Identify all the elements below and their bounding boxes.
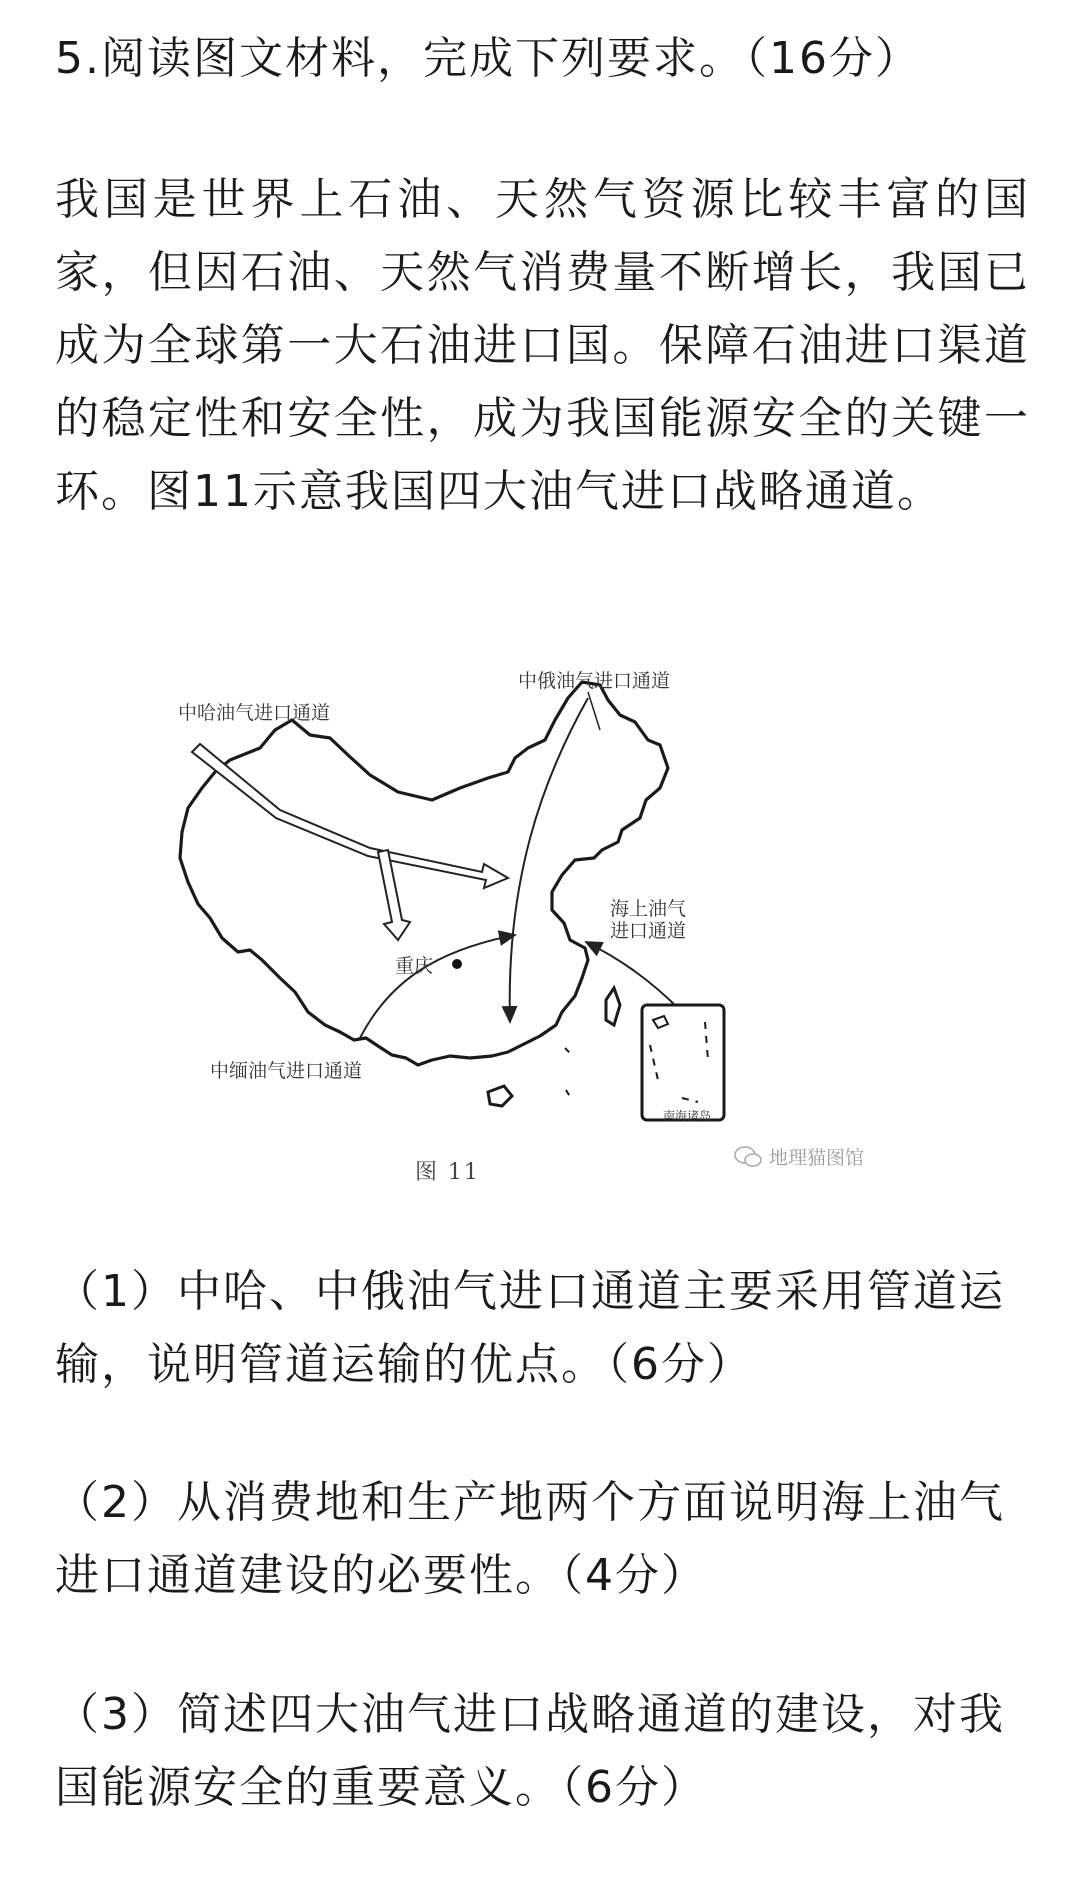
south-china-sea-inset-label: 南海诸岛 [663,1109,712,1123]
wechat-icon [733,1145,763,1169]
watermark [733,1143,864,1170]
watermark-text: 地理猫图馆 [769,1148,865,1169]
sub-question-2: （2）从消费地和生产地两个方面说明海上油气进口通道建设的必要性。（4分） [55,1477,1005,1601]
sea-route-line [586,942,680,1010]
myanmar-route-label: 中缅油气进口通道 [210,1060,363,1082]
sub-question-1: （1）中哈、中俄油气进口通道主要采用管道运输，说明管道运输的优点。（6分） [55,1266,1005,1390]
kazakhstan-route-arrow [192,744,508,888]
china-oil-gas-routes-map [170,660,730,1140]
kazakhstan-route-label: 中哈油气进口通道 [178,702,331,724]
figure-caption: 图 11 [415,1160,480,1185]
question-intro: 我国是世界上石油、天然气资源比较丰富的国家，但因石油、天然气消费量不断增长，我国已成为全球第一大石油进口国。保障石油进口渠道的稳定性和安全性，成为我国能源安全的关键一环。图11示意我国四大油气进口战略通道。 [55,174,1030,517]
russia-route-label: 中俄油气进口通道 [518,670,671,692]
china-outline [180,682,668,1065]
myanmar-route-line [360,935,515,1038]
chongqing-label: 重庆 [395,955,434,977]
chongqing-point [452,959,462,969]
sea-route-label: 海上油气进口通道 [610,898,687,942]
hainan-island [488,1086,512,1106]
taiwan-island [606,988,620,1025]
question-title: 5.阅读图文材料，完成下列要求。（16分） [55,33,921,84]
sub-question-3: （3）简述四大油气进口战略通道的建设，对我国能源安全的重要意义。（6分） [55,1689,1005,1813]
